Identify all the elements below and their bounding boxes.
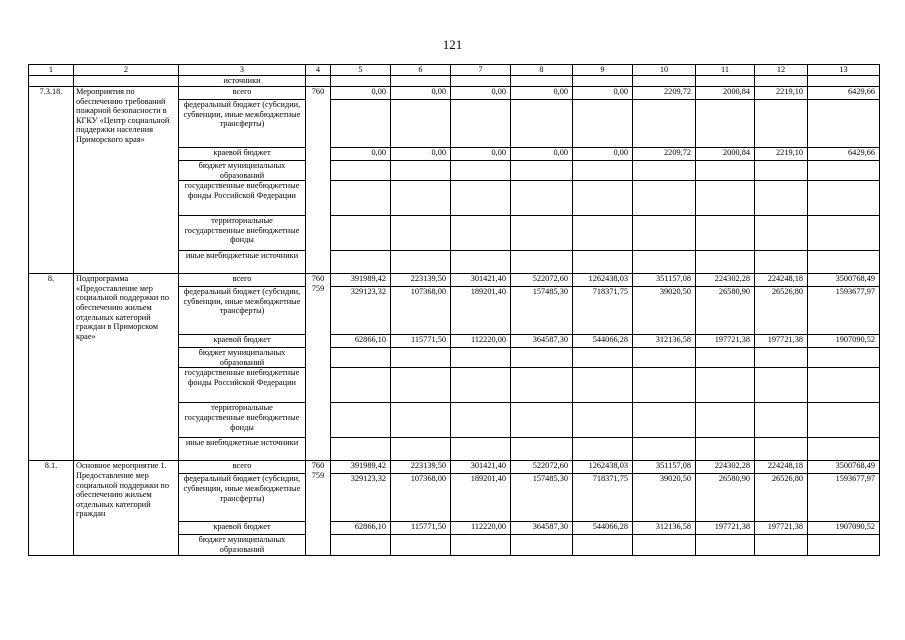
value-cell: 364587,30 xyxy=(511,522,573,535)
item-number: 8.1. xyxy=(29,461,74,555)
value-cell xyxy=(391,161,451,181)
value-cell xyxy=(755,368,808,403)
table-row xyxy=(29,87,880,100)
value-cell xyxy=(331,216,391,251)
value-cell: 2219,10 xyxy=(755,87,808,100)
value-cell: 0,00 xyxy=(331,148,391,161)
value-cell: 2000,84 xyxy=(696,87,755,100)
value-cell: 312136,58 xyxy=(633,522,696,535)
value-cell: 112220,00 xyxy=(451,522,511,535)
value-cell: 26580,90 xyxy=(696,287,755,335)
source-label: бюджет муниципальных образований xyxy=(179,161,306,181)
value-cell: 1593677,97 xyxy=(808,474,880,522)
item-name: Основное мероприятие 1. Предоставление мер социальной поддержки по обеспечению жильем отдельных категорий граждан xyxy=(74,461,179,555)
value-cell: 3500768,49 xyxy=(808,461,880,474)
value-cell: 224248,18 xyxy=(755,461,808,474)
value-cell xyxy=(755,216,808,251)
value-cell xyxy=(808,403,880,438)
value-cell xyxy=(696,348,755,368)
value-cell xyxy=(451,161,511,181)
value-cell: 544066,28 xyxy=(573,335,633,348)
column-number: 7 xyxy=(451,65,511,76)
value-cell xyxy=(451,216,511,251)
value-cell: 39020,50 xyxy=(633,474,696,522)
source-label: бюджет муниципальных образований xyxy=(179,348,306,368)
value-cell xyxy=(511,251,573,274)
value-cell xyxy=(696,251,755,274)
value-cell xyxy=(696,161,755,181)
value-cell: 0,00 xyxy=(573,148,633,161)
value-cell xyxy=(391,348,451,368)
column-number: 8 xyxy=(511,65,573,76)
source-label: источники xyxy=(179,76,306,87)
table-row xyxy=(29,274,880,287)
value-cell xyxy=(696,535,755,555)
column-number: 10 xyxy=(633,65,696,76)
value-cell: 0,00 xyxy=(331,87,391,100)
value-cell: 1907090,52 xyxy=(808,522,880,535)
value-cell xyxy=(573,535,633,555)
value-cell xyxy=(696,403,755,438)
value-cell xyxy=(633,251,696,274)
value-cell: 718371,75 xyxy=(573,287,633,335)
value-cell xyxy=(331,100,391,148)
value-cell xyxy=(755,348,808,368)
column-number: 9 xyxy=(573,65,633,76)
value-cell: 301421,40 xyxy=(451,274,511,287)
value-cell xyxy=(331,368,391,403)
value-cell xyxy=(451,403,511,438)
value-cell xyxy=(573,368,633,403)
value-cell xyxy=(696,100,755,148)
source-label: краевой бюджет xyxy=(179,148,306,161)
value-cell: 1593677,97 xyxy=(808,287,880,335)
value-cell xyxy=(808,368,880,403)
value-cell xyxy=(511,181,573,216)
source-label: иные внебюджетные источники xyxy=(179,438,306,461)
table-row xyxy=(29,461,880,474)
value-cell xyxy=(573,161,633,181)
page-number: 121 xyxy=(442,37,463,52)
value-cell xyxy=(633,348,696,368)
source-label: федеральный бюджет (субсидии, субвенции, иные межбюджетные трансферты) xyxy=(179,287,306,335)
value-cell xyxy=(755,403,808,438)
value-cell xyxy=(331,161,391,181)
value-cell: 391989,42 xyxy=(331,274,391,287)
value-cell: 544066,28 xyxy=(573,522,633,535)
source-label: федеральный бюджет (субсидии, субвенции, иные межбюджетные трансферты) xyxy=(179,100,306,148)
value-cell xyxy=(331,438,391,461)
source-label: территориальные государственные внебюджетные фонды xyxy=(179,216,306,251)
value-cell xyxy=(808,535,880,555)
column-number: 4 xyxy=(306,65,331,76)
source-label: краевой бюджет xyxy=(179,522,306,535)
value-cell: 223139,50 xyxy=(391,274,451,287)
value-cell xyxy=(451,348,511,368)
value-cell: 2219,10 xyxy=(755,148,808,161)
value-cell xyxy=(451,251,511,274)
value-cell xyxy=(511,403,573,438)
value-cell: 1262438,03 xyxy=(573,274,633,287)
value-cell xyxy=(451,535,511,555)
value-cell: 189201,40 xyxy=(451,287,511,335)
column-number: 5 xyxy=(331,65,391,76)
value-cell xyxy=(808,181,880,216)
value-cell xyxy=(451,181,511,216)
value-cell xyxy=(391,535,451,555)
value-cell: 197721,38 xyxy=(755,335,808,348)
value-cell: 224302,28 xyxy=(696,274,755,287)
value-cell xyxy=(391,251,451,274)
value-cell xyxy=(755,535,808,555)
column-number: 3 xyxy=(179,65,306,76)
column-number: 2 xyxy=(74,65,179,76)
value-cell: 189201,40 xyxy=(451,474,511,522)
value-cell: 329123,32 xyxy=(331,474,391,522)
value-cell xyxy=(511,100,573,148)
value-cell xyxy=(391,216,451,251)
value-cell: 26526,80 xyxy=(755,474,808,522)
value-cell xyxy=(331,251,391,274)
continuation-row xyxy=(29,76,880,87)
value-cell xyxy=(808,348,880,368)
column-number: 11 xyxy=(696,65,755,76)
value-cell xyxy=(633,535,696,555)
item-number: 7.3.18. xyxy=(29,87,74,274)
value-cell xyxy=(755,161,808,181)
value-cell xyxy=(451,368,511,403)
column-number: 6 xyxy=(391,65,451,76)
value-cell: 0,00 xyxy=(391,87,451,100)
budget-table xyxy=(28,64,880,556)
value-cell xyxy=(573,403,633,438)
value-cell xyxy=(573,348,633,368)
value-cell xyxy=(511,535,573,555)
value-cell xyxy=(391,181,451,216)
value-cell xyxy=(451,100,511,148)
value-cell xyxy=(573,100,633,148)
value-cell xyxy=(511,216,573,251)
item-name: Мероприятия по обеспечению требований пожарной безопасности в КГКУ «Центр социальной поддержки населения Приморского края» xyxy=(74,87,179,274)
value-cell: 0,00 xyxy=(511,148,573,161)
value-cell xyxy=(511,438,573,461)
value-cell: 312136,58 xyxy=(633,335,696,348)
value-cell: 107368,00 xyxy=(391,287,451,335)
value-cell: 2000,84 xyxy=(696,148,755,161)
item-name: Подпрограмма «Предоставление мер социальной поддержки по обеспечению жильем отдельных категорий граждан в Приморском крае» xyxy=(74,274,179,461)
value-cell: 6429,66 xyxy=(808,148,880,161)
value-cell xyxy=(633,100,696,148)
value-cell xyxy=(573,438,633,461)
value-cell xyxy=(696,438,755,461)
value-cell xyxy=(331,181,391,216)
value-cell xyxy=(633,161,696,181)
value-cell: 522072,60 xyxy=(511,461,573,474)
column-number: 12 xyxy=(755,65,808,76)
value-cell xyxy=(573,181,633,216)
value-cell: 115771,50 xyxy=(391,335,451,348)
value-cell: 224302,28 xyxy=(696,461,755,474)
value-cell: 26526,80 xyxy=(755,287,808,335)
value-cell xyxy=(331,348,391,368)
value-cell: 39020,50 xyxy=(633,287,696,335)
value-cell: 522072,60 xyxy=(511,274,573,287)
value-cell xyxy=(808,216,880,251)
value-cell xyxy=(633,438,696,461)
value-cell xyxy=(451,438,511,461)
source-label: краевой бюджет xyxy=(179,335,306,348)
value-cell: 0,00 xyxy=(451,148,511,161)
value-cell: 107368,00 xyxy=(391,474,451,522)
source-label: всего xyxy=(179,274,306,287)
value-cell xyxy=(511,348,573,368)
value-cell xyxy=(511,161,573,181)
value-cell: 62866,10 xyxy=(331,335,391,348)
value-cell: 2209,72 xyxy=(633,148,696,161)
value-cell: 115771,50 xyxy=(391,522,451,535)
budget-code: 760 xyxy=(306,87,331,274)
value-cell: 26580,90 xyxy=(696,474,755,522)
value-cell xyxy=(573,216,633,251)
source-label: всего xyxy=(179,461,306,474)
column-number: 13 xyxy=(808,65,880,76)
value-cell: 62866,10 xyxy=(331,522,391,535)
value-cell: 197721,38 xyxy=(696,522,755,535)
value-cell: 329123,32 xyxy=(331,287,391,335)
value-cell: 3500768,49 xyxy=(808,274,880,287)
value-cell: 2209,72 xyxy=(633,87,696,100)
value-cell: 391989,42 xyxy=(331,461,391,474)
source-label: государственные внебюджетные фонды Российской Федерации xyxy=(179,368,306,403)
value-cell xyxy=(808,251,880,274)
value-cell xyxy=(755,181,808,216)
value-cell xyxy=(696,368,755,403)
value-cell xyxy=(511,368,573,403)
value-cell xyxy=(331,403,391,438)
value-cell: 6429,66 xyxy=(808,87,880,100)
value-cell: 0,00 xyxy=(511,87,573,100)
value-cell: 112220,00 xyxy=(451,335,511,348)
value-cell xyxy=(755,100,808,148)
source-label: всего xyxy=(179,87,306,100)
value-cell: 157485,30 xyxy=(511,287,573,335)
value-cell xyxy=(391,403,451,438)
value-cell xyxy=(633,216,696,251)
value-cell: 301421,40 xyxy=(451,461,511,474)
value-cell xyxy=(808,438,880,461)
value-cell xyxy=(808,161,880,181)
value-cell: 197721,38 xyxy=(696,335,755,348)
value-cell: 351157,08 xyxy=(633,461,696,474)
source-label: государственные внебюджетные фонды Российской Федерации xyxy=(179,181,306,216)
value-cell: 1262438,03 xyxy=(573,461,633,474)
value-cell xyxy=(696,181,755,216)
value-cell xyxy=(391,438,451,461)
value-cell: 224248,18 xyxy=(755,274,808,287)
budget-code: 760 759 xyxy=(306,461,331,555)
column-number: 1 xyxy=(29,65,74,76)
value-cell xyxy=(633,368,696,403)
source-label: территориальные государственные внебюджетные фонды xyxy=(179,403,306,438)
column-number-row xyxy=(29,65,880,76)
value-cell xyxy=(331,535,391,555)
value-cell xyxy=(391,368,451,403)
value-cell xyxy=(391,100,451,148)
source-label: федеральный бюджет (субсидии, субвенции, иные межбюджетные трансферты) xyxy=(179,474,306,522)
source-label: иные внебюджетные источники xyxy=(179,251,306,274)
value-cell: 197721,38 xyxy=(755,522,808,535)
value-cell xyxy=(573,251,633,274)
value-cell: 1907090,52 xyxy=(808,335,880,348)
budget-code: 760 759 xyxy=(306,274,331,461)
value-cell: 364587,30 xyxy=(511,335,573,348)
value-cell: 718371,75 xyxy=(573,474,633,522)
value-cell: 0,00 xyxy=(391,148,451,161)
source-label: бюджет муниципальных образований xyxy=(179,535,306,555)
value-cell: 351157,08 xyxy=(633,274,696,287)
value-cell: 0,00 xyxy=(573,87,633,100)
value-cell xyxy=(633,403,696,438)
value-cell xyxy=(755,251,808,274)
value-cell xyxy=(633,181,696,216)
value-cell xyxy=(696,216,755,251)
item-number: 8. xyxy=(29,274,74,461)
value-cell: 157485,30 xyxy=(511,474,573,522)
value-cell: 0,00 xyxy=(451,87,511,100)
value-cell xyxy=(755,438,808,461)
value-cell: 223139,50 xyxy=(391,461,451,474)
value-cell xyxy=(808,100,880,148)
